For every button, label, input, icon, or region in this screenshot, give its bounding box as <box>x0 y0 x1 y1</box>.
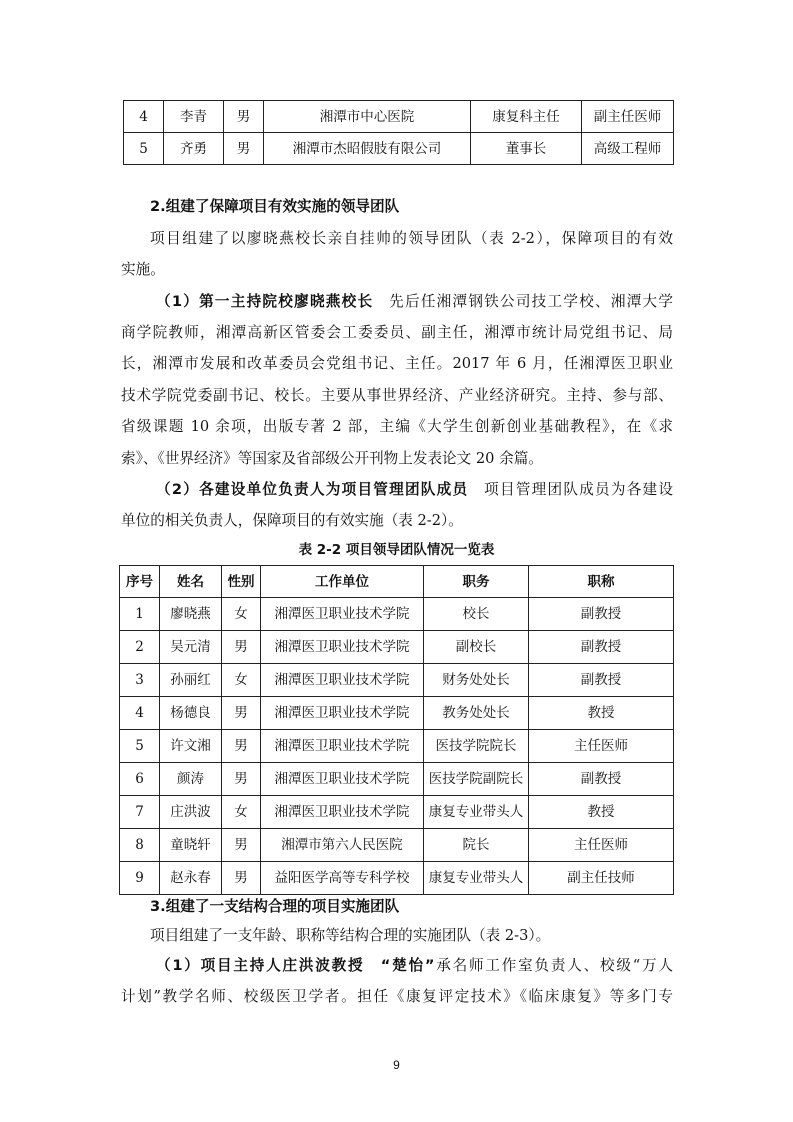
table-cell: 教务处处长 <box>424 697 529 730</box>
table-row <box>120 664 674 697</box>
paragraph-line: 项目组建了以廖晓燕校长亲自挂帅的领导团队（表 2-2），保障项目的有效 <box>150 230 673 247</box>
table-cell: 湘潭医卫职业技术学院 <box>261 730 424 763</box>
table-cell: 孙丽红 <box>160 664 222 697</box>
section-3-heading: 3.组建了一支结构合理的项目实施团队 <box>150 898 400 915</box>
table-row <box>120 862 674 895</box>
table-row <box>124 133 674 165</box>
table-header-row <box>120 566 674 598</box>
paragraph-line: 长，湘潭市发展和改革委员会党组书记、主任。2017 年 6 月，任湘潭医卫职业 <box>121 355 673 372</box>
paragraph-line: 商学院教师，湘潭高新区管委会工委委员、副主任，湘潭市统计局党组书记、局 <box>121 324 673 341</box>
table-cell: 3 <box>120 664 160 697</box>
column-header: 职称 <box>529 566 674 598</box>
table-cell: 男 <box>222 763 261 796</box>
bold-lead: （1）第一主持院校廖晓燕校长 <box>156 293 374 310</box>
table-cell: 女 <box>222 796 261 829</box>
section-2-heading: 2.组建了保障项目有效实施的领导团队 <box>150 198 400 215</box>
page-number: 9 <box>393 1058 400 1072</box>
table-cell: 湘潭医卫职业技术学院 <box>261 796 424 829</box>
table-cell: 庄洪波 <box>160 796 222 829</box>
table-cell: 湘潭市杰昭假肢有限公司 <box>264 133 471 165</box>
table-cell: 童晓轩 <box>160 829 222 862</box>
table-cell: 医技学院院长 <box>424 730 529 763</box>
table-cell: 医技学院副院长 <box>424 763 529 796</box>
team-table-continued <box>123 100 674 165</box>
table-cell: 副教授 <box>529 598 674 631</box>
table-cell: 杨德良 <box>160 697 222 730</box>
table-cell: 5 <box>120 730 160 763</box>
table-cell: 吴元清 <box>160 631 222 664</box>
table-cell: 湘潭医卫职业技术学院 <box>261 664 424 697</box>
table-cell: 董事长 <box>471 133 582 165</box>
table-cell: 男 <box>222 862 261 895</box>
table-cell: 6 <box>120 763 160 796</box>
table-cell: 廖晓燕 <box>160 598 222 631</box>
text: 项目管理团队成员为各建设 <box>484 481 673 498</box>
table-cell: 副教授 <box>529 664 674 697</box>
table-cell: 9 <box>120 862 160 895</box>
table-cell: 副主任医师 <box>582 101 674 133</box>
table-row <box>120 763 674 796</box>
table-caption: 表 2-2 项目领导团队情况一览表 <box>298 542 495 558</box>
table-cell: 齐勇 <box>164 133 224 165</box>
table-cell: 男 <box>222 829 261 862</box>
bold-lead: （1）项目主持人庄洪波教授 “楚怡” <box>156 957 435 974</box>
table-cell: 湘潭医卫职业技术学院 <box>261 631 424 664</box>
table-cell: 湘潭医卫职业技术学院 <box>261 598 424 631</box>
table-cell: 男 <box>224 101 264 133</box>
table-cell: 男 <box>224 133 264 165</box>
table-cell: 湘潭医卫职业技术学院 <box>261 763 424 796</box>
text: 承名师工作室负责人、校级“万人 <box>434 957 673 974</box>
column-header: 性别 <box>222 566 261 598</box>
table-row <box>120 796 674 829</box>
text: 先后任湘潭钢铁公司技工学校、湘潭大学 <box>389 293 673 310</box>
table-cell: 康复科主任 <box>471 101 582 133</box>
table-cell: 副校长 <box>424 631 529 664</box>
table-cell: 主任医师 <box>529 730 674 763</box>
table-cell: 男 <box>222 631 261 664</box>
table-cell: 康复专业带头人 <box>424 796 529 829</box>
paragraph-line: 实施。 <box>121 261 165 278</box>
table-cell: 副教授 <box>529 631 674 664</box>
table-cell: 副教授 <box>529 763 674 796</box>
column-header: 工作单位 <box>261 566 424 598</box>
table-cell: 女 <box>222 664 261 697</box>
table-cell: 赵永春 <box>160 862 222 895</box>
table-cell: 颜涛 <box>160 763 222 796</box>
table-cell: 8 <box>120 829 160 862</box>
bold-lead: （2）各建设单位负责人为项目管理团队成员 <box>156 481 469 498</box>
table-cell: 5 <box>124 133 164 165</box>
table-row <box>120 598 674 631</box>
table-cell: 主任医师 <box>529 829 674 862</box>
table-cell: 1 <box>120 598 160 631</box>
table-cell: 许文湘 <box>160 730 222 763</box>
column-header: 序号 <box>120 566 160 598</box>
table-cell: 康复专业带头人 <box>424 862 529 895</box>
paragraph-line <box>156 292 673 312</box>
table-cell: 4 <box>120 697 160 730</box>
table-cell: 校长 <box>424 598 529 631</box>
column-header: 姓名 <box>160 566 222 598</box>
paragraph-line <box>156 956 673 976</box>
paragraph-line: 省级课题 10 余项，出版专著 2 部，主编《大学生创新创业基础教程》，在《求 <box>121 418 673 435</box>
table-cell: 高级工程师 <box>582 133 674 165</box>
table-cell: 4 <box>124 101 164 133</box>
table-cell: 女 <box>222 598 261 631</box>
paragraph-line: 索》、《世界经济》等国家及省部级公开刊物上发表论文 20 余篇。 <box>121 450 543 467</box>
table-row <box>120 730 674 763</box>
table-row <box>120 697 674 730</box>
table-cell: 教授 <box>529 796 674 829</box>
table-cell: 财务处处长 <box>424 664 529 697</box>
table-cell: 男 <box>222 730 261 763</box>
paragraph-line <box>156 480 673 500</box>
table-cell: 益阳医学高等专科学校 <box>261 862 424 895</box>
table-cell: 李青 <box>164 101 224 133</box>
table-row <box>120 829 674 862</box>
table-cell: 湘潭医卫职业技术学院 <box>261 697 424 730</box>
table-cell: 副主任技师 <box>529 862 674 895</box>
paragraph-line: 计划”教学名师、校级医卫学者。担任《康复评定技术》《临床康复》等多门专 <box>121 988 673 1005</box>
table-cell: 湘潭市第六人民医院 <box>261 829 424 862</box>
table-cell: 湘潭市中心医院 <box>264 101 471 133</box>
table-cell: 男 <box>222 697 261 730</box>
table-row <box>124 101 674 133</box>
table-cell: 2 <box>120 631 160 664</box>
table-cell: 教授 <box>529 697 674 730</box>
table-row <box>120 631 674 664</box>
column-header: 职务 <box>424 566 529 598</box>
paragraph-line: 项目组建了一支年龄、职称等结构合理的实施团队（表 2-3）。 <box>150 927 551 944</box>
paragraph-line: 单位的相关负责人，保障项目的有效实施（表 2-2）。 <box>121 512 463 529</box>
table-cell: 7 <box>120 796 160 829</box>
table-cell: 院长 <box>424 829 529 862</box>
leadership-team-table <box>119 565 674 895</box>
paragraph-line: 技术学院党委副书记、校长。主要从事世界经济、产业经济研究。主持、参与部、 <box>121 387 673 404</box>
